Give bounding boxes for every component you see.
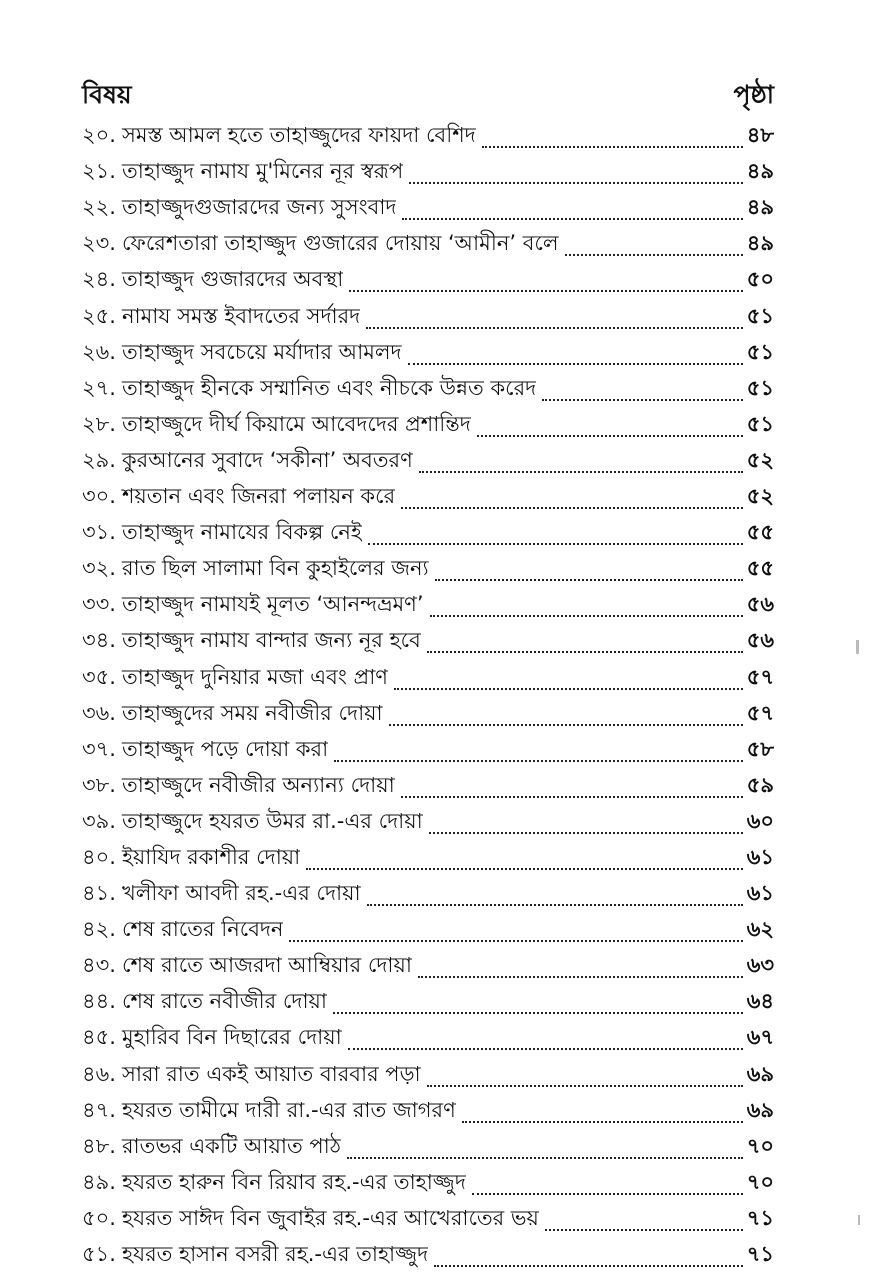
entry-page-number: ৪৯ xyxy=(746,195,774,220)
toc-entry xyxy=(82,696,774,732)
entry-number: ৩০. xyxy=(82,484,116,509)
toc-entry xyxy=(82,479,774,515)
entry-page-number: ৫৫ xyxy=(746,556,774,581)
entry-title: তাহাজ্জুদ সবচেয়ে মর্যাদার আমলদ xyxy=(121,339,402,364)
dot-leader xyxy=(306,868,742,870)
entry-page-number: ৫২ xyxy=(746,447,774,472)
entry-number: ৩৭. xyxy=(82,736,116,761)
entry-title: তাহাজ্জুদে নবীজীর অন্যান্য দোয়া xyxy=(121,772,395,797)
entry-number: ২৬. xyxy=(82,339,116,364)
entry-number: ৪২. xyxy=(82,917,116,942)
entry-number: ৩৩. xyxy=(82,592,116,617)
entry-page-number: ৫৯ xyxy=(746,772,774,797)
entry-number: ২৭. xyxy=(82,375,116,400)
toc-entry xyxy=(82,371,774,407)
entry-number: ২১. xyxy=(82,159,116,184)
entry-number: ২৫. xyxy=(82,303,116,328)
dot-leader xyxy=(349,290,742,292)
entry-title: মুহারিব বিন দিছারের দোয়া xyxy=(121,1025,342,1050)
toc-entry xyxy=(82,623,774,659)
page-header: পৃষ্ঠা xyxy=(733,80,774,109)
dot-leader xyxy=(477,435,743,437)
entry-number: ৩৮. xyxy=(82,772,116,797)
entry-title: হযরত হারুন বিন রিয়াব রহ.-এর তাহাজ্জুদ xyxy=(121,1169,466,1194)
scan-speck xyxy=(856,640,859,654)
toc-entry xyxy=(82,1165,774,1201)
toc-entry xyxy=(82,443,774,479)
dot-leader xyxy=(418,976,743,978)
dot-leader xyxy=(401,507,743,509)
toc-entry xyxy=(82,298,774,334)
entry-number: ২৪. xyxy=(82,267,116,292)
entry-number: ৪৯. xyxy=(82,1169,116,1194)
dot-leader xyxy=(394,688,743,690)
dot-leader xyxy=(545,1229,743,1231)
entry-title: তাহাজ্জুদ হীনকে সম্মানিত এবং নীচকে উন্নত করেদ xyxy=(121,375,537,400)
entry-number: ৩৪. xyxy=(82,628,116,653)
entry-page-number: ৪৯ xyxy=(746,159,774,184)
dot-leader xyxy=(435,579,743,581)
dot-leader xyxy=(430,615,743,617)
entry-title: তাহাজ্জুদ দুনিয়ার মজা এবং প্রাণ xyxy=(121,664,388,689)
toc-entry xyxy=(82,262,774,298)
entry-number: ২০. xyxy=(82,123,116,148)
toc-entry xyxy=(82,984,774,1020)
entry-page-number: ৬৯ xyxy=(746,1097,774,1122)
entry-page-number: ৫৫ xyxy=(746,520,774,545)
entry-number: ৫০. xyxy=(82,1205,116,1230)
entry-page-number: ৫৮ xyxy=(746,736,774,761)
toc-entry xyxy=(82,1201,774,1237)
entry-page-number: ৫৭ xyxy=(746,664,774,689)
toc-entry xyxy=(82,118,774,154)
entry-number: ৩৯. xyxy=(82,808,116,833)
toc-entry xyxy=(82,948,774,984)
entry-title: শেষ রাতের নিবেদন xyxy=(121,917,284,942)
entry-page-number: ৪৯ xyxy=(746,231,774,256)
dot-leader xyxy=(427,1085,743,1087)
toc-entry xyxy=(82,226,774,262)
toc-entry xyxy=(82,804,774,840)
entry-page-number: ৫১ xyxy=(746,411,774,436)
entry-page-number: ৫৭ xyxy=(746,700,774,725)
toc-entry xyxy=(82,876,774,912)
entry-number: ২৩. xyxy=(82,231,116,256)
dot-leader xyxy=(429,832,743,834)
entry-title: তাহাজ্জুদ নামায মু'মিনের নূর স্বরূপ xyxy=(121,159,404,184)
toc-entry xyxy=(82,1093,774,1129)
entry-page-number: ৫০ xyxy=(746,267,774,292)
dot-leader xyxy=(402,218,742,220)
toc-entry xyxy=(82,1237,774,1273)
entry-number: ৪৬. xyxy=(82,1061,116,1086)
scan-speck xyxy=(858,1215,860,1225)
entry-number: ৪১. xyxy=(82,881,116,906)
entry-number: ৪০. xyxy=(82,844,116,869)
toc-entry xyxy=(82,659,774,695)
toc-entry xyxy=(82,587,774,623)
dot-leader xyxy=(348,1048,743,1050)
dot-leader xyxy=(462,1121,743,1123)
entry-page-number: ৬৭ xyxy=(746,1025,774,1050)
entry-title: তাহাজ্জুদগুজারদের জন্য সুসংবাদ xyxy=(121,195,397,220)
entry-number: ২৯. xyxy=(82,447,116,472)
entry-title: খলীফা আবদী রহ.-এর দোয়া xyxy=(121,881,361,906)
entry-page-number: ৭০ xyxy=(746,1169,774,1194)
entry-page-number: ৫৬ xyxy=(746,592,774,617)
dot-leader xyxy=(334,760,743,762)
entry-title: শেষ রাতে আজরদা আম্বিয়ার দোয়া xyxy=(121,953,412,978)
subject-header: বিষয় xyxy=(82,80,132,109)
entry-page-number: ৬৩ xyxy=(746,953,774,978)
toc-entry xyxy=(82,732,774,768)
entry-title: তাহাজ্জুদ গুজারদের অবস্থা xyxy=(121,267,344,292)
entry-page-number: ৬২ xyxy=(746,917,774,942)
entry-page-number: ৫১ xyxy=(746,375,774,400)
entry-title: তাহাজ্জুদ পড়ে দোয়া করা xyxy=(121,736,329,761)
entry-title: ইয়াযিদ রকাশীর দোয়া xyxy=(121,844,301,869)
dot-leader xyxy=(409,182,743,184)
dot-leader xyxy=(401,796,743,798)
dot-leader xyxy=(472,1193,743,1195)
toc-entry xyxy=(82,407,774,443)
toc-entry xyxy=(82,515,774,551)
entry-number: ২৮. xyxy=(82,411,116,436)
toc-entry xyxy=(82,190,774,226)
entry-title: হযরত তামীমে দারী রা.-এর রাত জাগরণ xyxy=(121,1097,456,1122)
dot-leader xyxy=(419,471,743,473)
entry-number: ৪৫. xyxy=(82,1025,116,1050)
dot-leader xyxy=(333,1012,743,1014)
toc-entry xyxy=(82,840,774,876)
dot-leader xyxy=(366,327,743,329)
toc-entry xyxy=(82,768,774,804)
dot-leader xyxy=(367,904,743,906)
entry-title: তাহাজ্জুদে দীর্ঘ কিয়ামে আবেদদের প্রশান্তিদ xyxy=(121,411,471,436)
entry-title: তাহাজ্জুদ নামাযই মূলত ‘আনন্দভ্রমণ’ xyxy=(121,592,424,617)
entry-number: ৪৩. xyxy=(82,953,116,978)
dot-leader xyxy=(434,1265,743,1267)
entry-number: ৫১. xyxy=(82,1242,116,1266)
toc-entry xyxy=(82,551,774,587)
dot-leader xyxy=(408,363,743,365)
toc-entry xyxy=(82,335,774,371)
dot-leader xyxy=(389,724,743,726)
entry-number: ৩৫. xyxy=(82,664,116,689)
entry-title: তাহাজ্জুদে হযরত উমর রা.-এর দোয়া xyxy=(121,808,423,833)
dot-leader xyxy=(542,399,743,401)
entry-page-number: ৬৪ xyxy=(746,989,774,1014)
entry-page-number: ৭০ xyxy=(746,1133,774,1158)
toc-entry xyxy=(82,1020,774,1056)
entry-page-number: ৫১ xyxy=(746,303,774,328)
entry-page-number: ৬১ xyxy=(746,844,774,869)
entry-number: ৩১. xyxy=(82,520,116,545)
entry-title: নামায সমস্ত ইবাদতের সর্দারদ xyxy=(121,303,361,328)
entry-page-number: ৪৮ xyxy=(746,123,774,148)
dot-leader xyxy=(482,146,743,148)
entry-title: শেষ রাতে নবীজীর দোয়া xyxy=(121,989,328,1014)
toc-entry xyxy=(82,154,774,190)
entry-number: ৩৬. xyxy=(82,700,116,725)
entry-page-number: ৬৯ xyxy=(746,1061,774,1086)
toc-entry xyxy=(82,1129,774,1165)
entry-number: ৪৮. xyxy=(82,1133,116,1158)
entry-page-number: ৭১ xyxy=(746,1242,774,1266)
entry-title: তাহাজ্জুদের সময় নবীজীর দোয়া xyxy=(121,700,383,725)
entry-number: ২২. xyxy=(82,195,116,220)
entry-title: শয়তান এবং জিনরা পলায়ন করে xyxy=(121,484,396,509)
entry-title: রাত ছিল সালামা বিন কুহাইলের জন্য xyxy=(121,556,429,581)
dot-leader xyxy=(565,254,743,256)
dot-leader xyxy=(347,1157,743,1159)
entry-title: তাহাজ্জুদ নামাযের বিকল্প নেই xyxy=(121,520,362,545)
entry-title: সারা রাত একই আয়াত বারবার পড়া xyxy=(121,1061,421,1086)
entry-page-number: ৫২ xyxy=(746,484,774,509)
entry-title: ফেরেশতারা তাহাজ্জুদ গুজারের দোয়ায় ‘আমীন’ বলে xyxy=(121,231,559,256)
entry-number: ৩২. xyxy=(82,556,116,581)
entry-title: কুরআনের সুবাদে ‘সকীনা’ অবতরণ xyxy=(121,447,413,472)
toc-list xyxy=(82,118,774,1273)
entry-number: ৪৪. xyxy=(82,989,116,1014)
entry-page-number: ৭১ xyxy=(746,1205,774,1230)
entry-number: ৪৭. xyxy=(82,1097,116,1122)
entry-title: হযরত সাঈদ বিন জুবাইর রহ.-এর আখেরাতের ভয় xyxy=(121,1205,539,1230)
toc-entry xyxy=(82,912,774,948)
dot-leader xyxy=(289,940,742,942)
entry-title: রাতভর একটি আয়াত পাঠ xyxy=(121,1133,341,1158)
toc-entry xyxy=(82,1056,774,1092)
entry-title: হযরত হাসান বসরী রহ.-এর তাহাজ্জুদ xyxy=(121,1242,429,1266)
entry-page-number: ৫৬ xyxy=(746,628,774,653)
entry-title: তাহাজ্জুদ নামায বান্দার জন্য নূর হবে xyxy=(121,628,421,653)
entry-page-number: ৫১ xyxy=(746,339,774,364)
entry-title: সমস্ত আমল হতে তাহাজ্জুদের ফায়দা বেশিদ xyxy=(121,123,476,148)
entry-page-number: ৬০ xyxy=(746,808,774,833)
dot-leader xyxy=(368,543,743,545)
entry-page-number: ৬১ xyxy=(746,881,774,906)
dot-leader xyxy=(427,651,743,653)
